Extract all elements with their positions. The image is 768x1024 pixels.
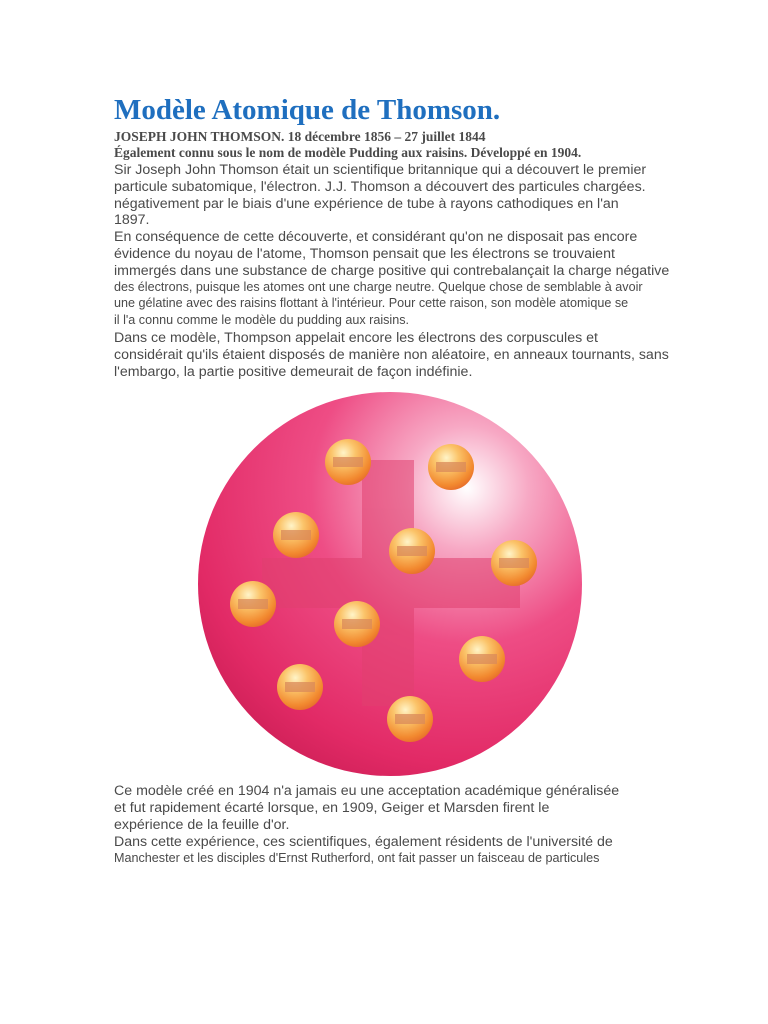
paragraph-2-line-1: En conséquence de cette découverte, et considérant qu'on ne disposait pas encore xyxy=(114,229,638,245)
electron xyxy=(334,601,380,647)
paragraph-3-line-2: considérait qu'ils étaient disposés de manière non aléatoire, en anneaux tournants, sans xyxy=(114,347,669,363)
minus-sign xyxy=(238,599,268,609)
paragraph-1-line-2: particule subatomique, l'électron. J.J. Thomson a découvert des particules chargées. xyxy=(114,179,646,195)
electron xyxy=(459,636,505,682)
minus-sign xyxy=(333,457,363,467)
thomson-dates-heading: JOSEPH JOHN THOMSON. 18 décembre 1856 – 27 juillet 1844 xyxy=(114,129,486,144)
document-title: Modèle Atomique de Thomson. xyxy=(114,94,501,126)
paragraph-2-line-3: immergés dans une substance de charge positive qui contrebalançait la charge négative xyxy=(114,263,670,279)
paragraph-1-line-4: 1897. xyxy=(114,212,150,228)
minus-sign xyxy=(281,530,311,540)
minus-sign xyxy=(285,682,315,692)
paragraph-2-line-4: des électrons, puisque les atomes ont une charge neutre. Quelque chose de semblable à avoir xyxy=(114,280,643,294)
minus-sign xyxy=(436,462,466,472)
paragraph-5-line-2: Manchester et les disciples d'Ernst Rutherford, ont fait passer un faisceau de particules xyxy=(114,851,600,865)
paragraph-1-line-3: négativement par le biais d'une expérience de tube à rayons cathodiques en l'an xyxy=(114,196,619,212)
paragraph-3-line-1: Dans ce modèle, Thompson appelait encore les électrons des corpuscules et xyxy=(114,330,598,346)
minus-sign xyxy=(395,714,425,724)
plum-pudding-heading: Également connu sous le nom de modèle Pudding aux raisins. Développé en 1904. xyxy=(114,145,582,160)
paragraph-2-line-6: il l'a connu comme le modèle du pudding aux raisins. xyxy=(114,313,410,327)
paragraph-1-line-1: Sir Joseph John Thomson était un scientifique britannique qui a découvert le premier xyxy=(114,162,647,178)
electron xyxy=(273,512,319,558)
paragraph-2-line-5: une gélatine avec des raisins flottant à l'intérieur. Pour cette raison, son modèle atomique se xyxy=(114,296,629,310)
electron xyxy=(325,439,371,485)
electron xyxy=(389,528,435,574)
paragraph-3-line-3: l'embargo, la partie positive demeurait de façon indéfinie. xyxy=(114,364,473,380)
paragraph-4-line-2: et fut rapidement écarté lorsque, en 1909, Geiger et Marsden firent le xyxy=(114,800,550,816)
minus-sign xyxy=(342,619,372,629)
minus-sign xyxy=(499,558,529,568)
electron xyxy=(277,664,323,710)
paragraph-4-line-3: expérience de la feuille d'or. xyxy=(114,817,290,833)
electron xyxy=(491,540,537,586)
paragraph-4-line-1: Ce modèle créé en 1904 n'a jamais eu une acceptation académique généralisée xyxy=(114,783,620,799)
electron xyxy=(428,444,474,490)
electron xyxy=(387,696,433,742)
paragraph-2-line-2: évidence du noyau de l'atome, Thomson pensait que les électrons se trouvaient xyxy=(114,246,615,262)
electron xyxy=(230,581,276,627)
plum-pudding-atom-illustration xyxy=(190,392,590,776)
paragraph-5-line-1: Dans cette expérience, ces scientifiques, également résidents de l'université de xyxy=(114,834,613,850)
minus-sign xyxy=(397,546,427,556)
minus-sign xyxy=(467,654,497,664)
